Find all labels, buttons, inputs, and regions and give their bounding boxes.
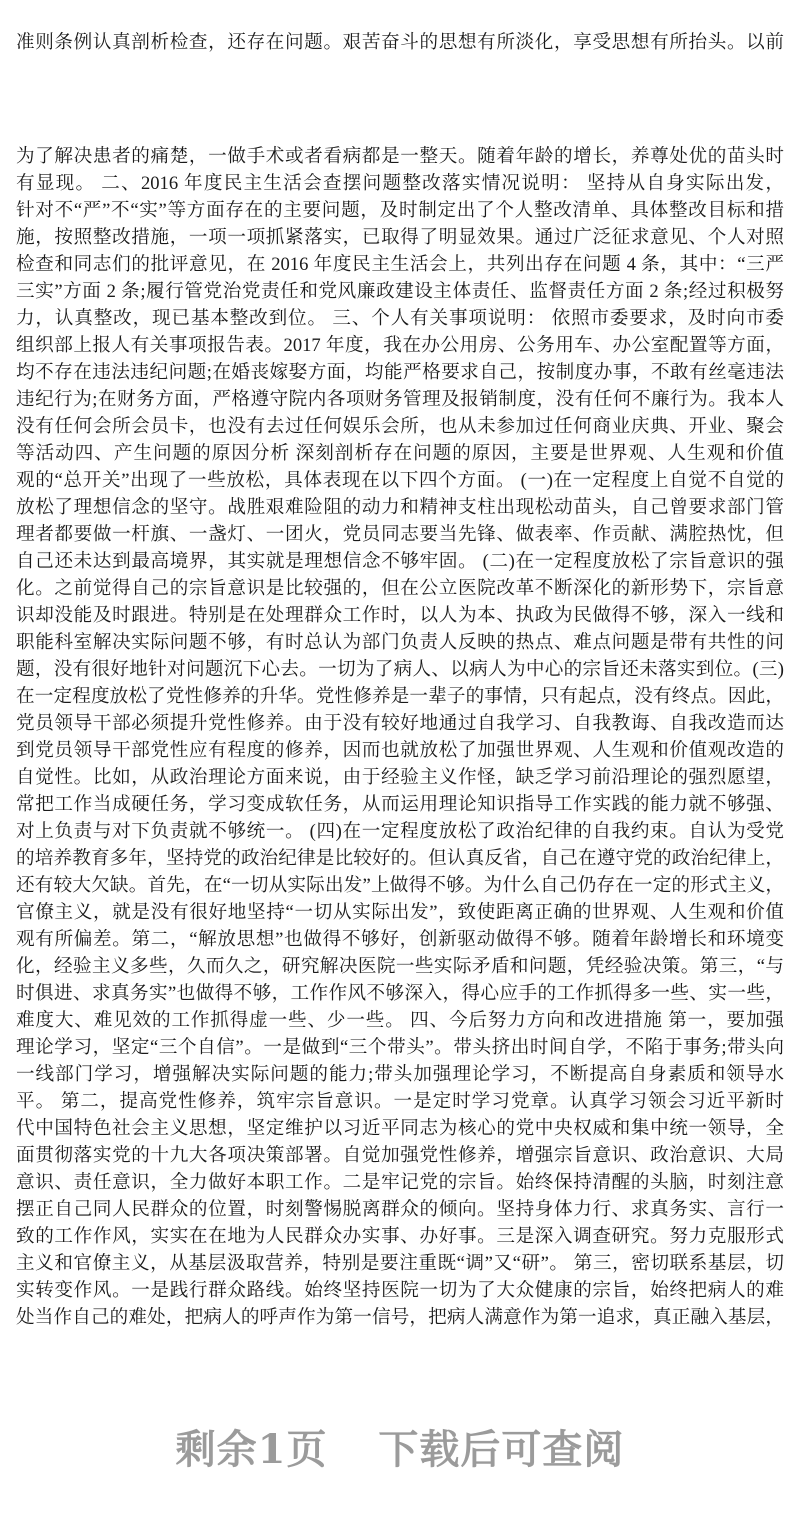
download-prompt[interactable] bbox=[0, 1418, 800, 1475]
text-line: 检查和同志们的批评意见，在 2016 年度民主生活会上，共列出存在问题 4 条，其中：“三严 bbox=[16, 254, 784, 275]
text-line: 官僚主义，就是没有很好地坚持“一切从实际出发”，致使距离正确的世界观、人生观和价值 bbox=[16, 902, 784, 923]
text-line: 主义和官僚主义，从基层汲取营养，特别是要注重既“调”又“研”。 第三，密切联系基层，切 bbox=[16, 1253, 784, 1274]
text-line: 识却没能及时跟进。特别是在处理群众工作时，以人为本、执政为民做得不够，深入一线和 bbox=[16, 605, 784, 626]
download-hint-label[interactable]: 下载后可查阅 bbox=[378, 1426, 625, 1473]
text-line: 放松了理想信念的坚守。战胜艰难险阻的动力和精神支柱出现松动苗头，自己曾要求部门管 bbox=[16, 497, 784, 518]
text-line: 意识、责任意识，全力做好本职工作。二是牢记党的宗旨。始终保持清醒的头脑，时刻注意 bbox=[16, 1172, 784, 1193]
text-line: 观的“总开关”出现了一些放松，具体表现在以下四个方面。 (一)在一定程度上自觉不自觉的 bbox=[16, 470, 784, 491]
text-line: 有显现。 二、2016 年度民主生活会查摆问题整改落实情况说明： 坚持从自身实际出发， bbox=[16, 173, 784, 194]
cut-off-line bbox=[16, 0, 784, 6]
text-line: 处当作自己的难处，把病人的呼声作为第一信号，把病人满意作为第一追求，真正融入基层， bbox=[16, 1307, 784, 1328]
text-line: 题，没有很好地针对问题沉下心去。一切为了病人、以病人为中心的宗旨还未落实到位。(三) bbox=[16, 659, 784, 680]
text-line: 化，经验主义多些，久而久之，研究解决医院一些实际矛盾和问题，凭经验决策。第三，“与 bbox=[16, 956, 784, 977]
text-line: 的培养教育多年，坚持党的政治纪律是比较好的。但认真反省，自己在遵守党的政治纪律上， bbox=[16, 848, 784, 869]
text-line: 等活动四、产生问题的原因分析 深刻剖析存在问题的原因，主要是世界观、人生观和价值 bbox=[16, 443, 784, 464]
text-line: 平。 第二，提高党性修养，筑牢宗旨意识。一是定时学习党章。认真学习领会习近平新时 bbox=[16, 1091, 784, 1112]
text-line: 面贯彻落实党的十九大各项决策部署。自觉加强党性修养，增强宗旨意识、政治意识、大局 bbox=[16, 1145, 784, 1166]
text-line: 实转变作风。一是践行群众路线。始终坚持医院一切为了大众健康的宗旨，始终把病人的难 bbox=[16, 1280, 784, 1301]
text-line: 代中国特色社会主义思想，坚定维护以习近平同志为核心的党中央权威和集中统一领导，全 bbox=[16, 1118, 784, 1139]
text-line: 观有所偏差。第二，“解放思想”也做得不够好，创新驱动做得不够。随着年龄增长和环境变 bbox=[16, 929, 784, 950]
text-line: 没有任何会所会员卡，也没有去过任何娱乐会所，也从未参加过任何商业庆典、开业、聚会 bbox=[16, 416, 784, 437]
text-line: 在一定程度放松了党性修养的升华。党性修养是一辈子的事情，只有起点，没有终点。因此， bbox=[16, 686, 784, 707]
text-line: 三实”方面 2 条;履行管党治党责任和党风廉政建设主体责任、监督责任方面 2 条;经过积极努 bbox=[16, 281, 784, 302]
text-line: 到党员领导干部党性应有程度的修养，因而也就放松了加强世界观、人生观和价值观改造的 bbox=[16, 740, 784, 761]
text-line: 违纪行为;在财务方面，严格遵守院内各项财务管理及报销制度，没有任何不廉行为。我本人 bbox=[16, 389, 784, 410]
text-line: 施，按照整改措施，一项一项抓紧落实，已取得了明显效果。通过广泛征求意见、个人对照 bbox=[16, 227, 784, 248]
text-line: 均不存在违法违纪问题;在婚丧嫁娶方面，均能严格要求自己，按制度办事，不敢有丝毫违法 bbox=[16, 362, 784, 383]
text-line: 力，认真整改，现已基本整改到位。 三、个人有关事项说明： 依照市委要求，及时向市委 bbox=[16, 308, 784, 329]
remaining-pages-label: 剩余1页 bbox=[175, 1426, 328, 1473]
text-line: 摆正自己同人民群众的位置，时刻警惕脱离群众的倾向。坚持身体力行、求真务实、言行一 bbox=[16, 1199, 784, 1220]
text-line: 对上负责与对下负责就不够统一。 (四)在一定程度放松了政治纪律的自我约束。自认为受党 bbox=[16, 821, 784, 842]
text-line: 一线部门学习，增强解决实际问题的能力;带头加强理论学习，不断提高自身素质和领导水 bbox=[16, 1064, 784, 1085]
text-line: 难度大、难见效的工作抓得虚一些、少一些。 四、今后努力方向和改进措施 第一，要加强 bbox=[16, 1010, 784, 1031]
text-line: 准则条例认真剖析检查，还存在问题。艰苦奋斗的思想有所淡化，享受思想有所抬头。以前 bbox=[16, 32, 784, 53]
text-line: 为了解决患者的痛楚，一做手术或者看病都是一整天。随着年龄的增长，养尊处优的苗头时 bbox=[16, 146, 784, 167]
text-line: 针对不“严”不“实”等方面存在的主要问题，及时制定出了个人整改清单、具体整改目标和措 bbox=[16, 200, 784, 221]
text-line: 化。之前觉得自己的宗旨意识是比较强的，但在公立医院改革不断深化的新形势下，宗旨意 bbox=[16, 578, 784, 599]
text-line: 党员领导干部必须提升党性修养。由于没有较好地通过自我学习、自我教诲、自我改造而达 bbox=[16, 713, 784, 734]
text-line: 自己还未达到最高境界，其实就是理想信念不够牢固。 (二)在一定程度放松了宗旨意识的强 bbox=[16, 551, 784, 572]
text-line: 自觉性。比如，从政治理论方面来说，由于经验主义作怪，缺乏学习前沿理论的强烈愿望， bbox=[16, 767, 784, 788]
text-line: 组织部上报人有关事项报告表。2017 年度，我在办公用房、公务用车、办公室配置等方面， bbox=[16, 335, 784, 356]
text-line: 理论学习，坚定“三个自信”。一是做到“三个带头”。带头挤出时间自学，不陷于事务;带头向 bbox=[16, 1037, 784, 1058]
text-line: 致的工作作风，实实在在地为人民群众办实事、办好事。三是深入调查研究。努力克服形式 bbox=[16, 1226, 784, 1247]
text-line: 还有较大欠缺。首先，在“一切从实际出发”上做得不够。为什么自己仍存在一定的形式主义， bbox=[16, 875, 784, 896]
text-line: 职能科室解决实际问题不够，有时总认为部门负责人反映的热点、难点问题是带有共性的问 bbox=[16, 632, 784, 653]
text-line: 理者都要做一杆旗、一盏灯、一团火，党员同志要当先锋、做表率、作贡献、满腔热忱，但 bbox=[16, 524, 784, 545]
text-line: 时俱进、求真务实”也做得不够，工作作风不够深入，得心应手的工作抓得多一些、实一些， bbox=[16, 983, 784, 1004]
text-line: 常把工作当成硬任务，学习变成软任务，从而运用理论知识指导工作实践的能力就不够强、 bbox=[16, 794, 784, 815]
